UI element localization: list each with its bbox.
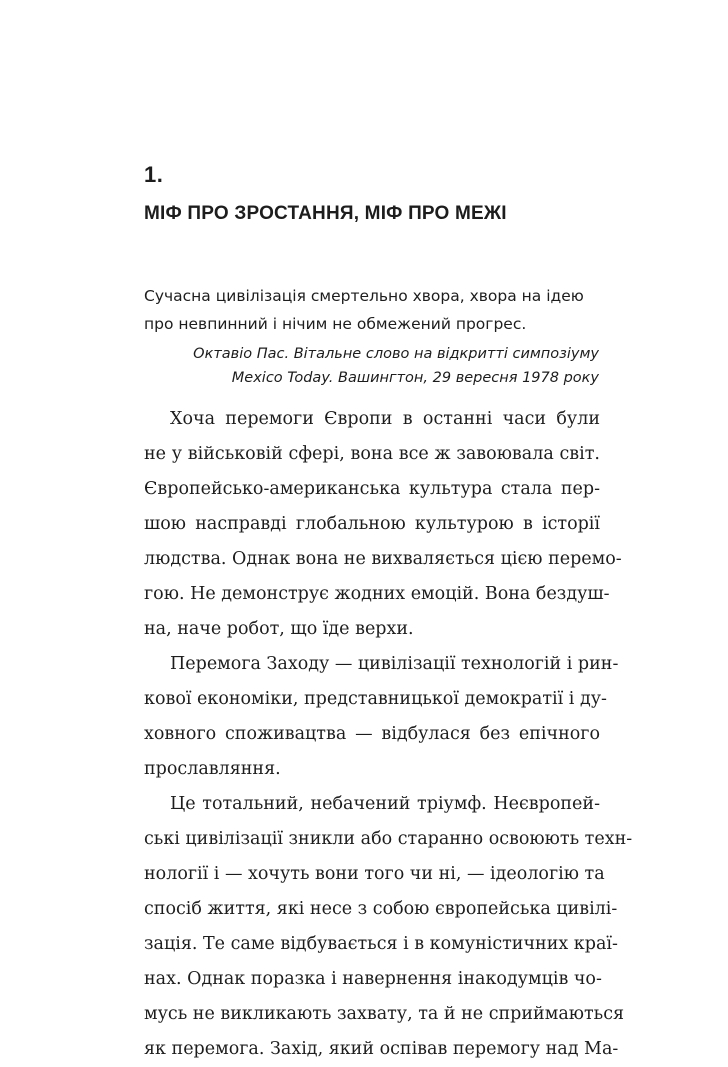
body-line: ські цивілізації зникли або старанно освоюють техн-: [144, 829, 633, 849]
body-line: гою. Не демонструє жодних емоцій. Вона бездуш-: [144, 584, 610, 604]
body-line: мусь не викликають захвату, та й не сприймаються: [144, 1004, 625, 1024]
epigraph: [144, 282, 599, 390]
body-line: Європейсько-американська культура стала пер-: [144, 479, 600, 499]
body-line: спосіб життя, які несе з собою європейська цивілі-: [144, 899, 618, 919]
chapter-number: 1.: [144, 162, 164, 187]
epigraph-source: Mexico Today. Вашингтон, 29 вересня 1978 року: [231, 370, 599, 386]
body-line: прославляння.: [144, 759, 281, 779]
epigraph-line: Сучасна цивілізація смертельно хвора, хвора на ідею: [144, 287, 584, 305]
chapter-title: МІФ ПРО ЗРОСТАННЯ, МІФ ПРО МЕЖІ: [144, 203, 507, 224]
body-line: зація. Те саме відбувається і в комуністичних краї-: [144, 934, 618, 954]
epigraph-source: Октавіо Пас. Вітальне слово на відкритті симпозіуму: [193, 346, 599, 362]
body-line: нах. Однак поразка і навернення інакодумців чо-: [144, 969, 602, 989]
body-line: як перемога. Захід, який оспівав перемогу над Ма-: [144, 1039, 619, 1059]
body-line: нології і — хочуть вони того чи ні, — ідеологію та: [144, 864, 605, 884]
body-line: людства. Однак вона не вихваляється цією перемо-: [144, 549, 622, 569]
epigraph-line: про невпинний і нічим не обмежений прогрес.: [144, 315, 527, 333]
body-text: [144, 402, 633, 1067]
body-line: Це тотальний, небачений тріумф. Неєвропей-: [170, 794, 600, 814]
body-line: Хоча перемоги Європи в останні часи були: [170, 409, 600, 429]
body-line: не у військовій сфері, вона все ж завоювала світ.: [144, 444, 600, 464]
body-line: шою насправді глобальною культурою в історії: [144, 514, 600, 534]
body-line: ховного споживацтва — відбулася без епічного: [144, 724, 600, 744]
body-line: Перемога Заходу — цивілізації технологій і рин-: [170, 654, 619, 674]
body-line: на, наче робот, що їде верхи.: [144, 619, 414, 639]
body-line: кової економіки, представницької демократії і ду-: [144, 689, 607, 709]
